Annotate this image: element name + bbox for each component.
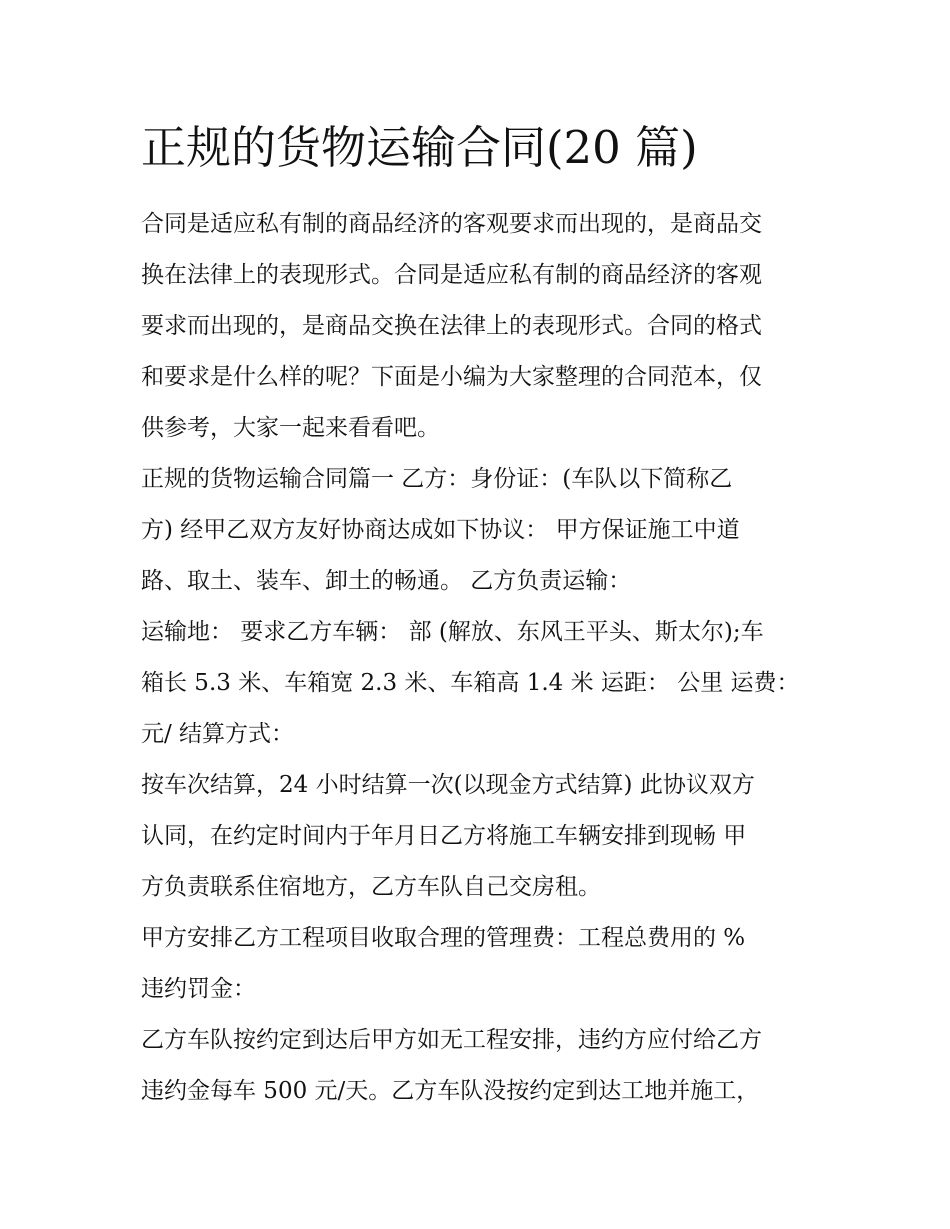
text-line: 按车次结算，24 小时结算一次(以现金方式结算) 此协议双方	[141, 772, 755, 798]
paragraph-transport-terms	[141, 607, 821, 760]
document-title: 正规的货物运输合同(20 篇)	[141, 121, 698, 174]
paragraph-contract-one	[141, 454, 821, 607]
text-line: 要求而出现的，是商品交换在法律上的表现形式。合同的格式	[141, 313, 762, 339]
paragraph-penalty	[141, 1015, 821, 1117]
text-line: 和要求是什么样的呢？下面是小编为大家整理的合同范本，仅	[141, 364, 762, 390]
text-line: 路、取土、装车、卸土的畅通。 乙方负责运输：	[141, 568, 632, 594]
text-line: 认同，在约定时间内于年月日乙方将施工车辆安排到现畅 甲	[141, 823, 747, 849]
text-line: 箱长 5.3 米、车箱宽 2.3 米、车箱高 1.4 米 运距： 公里 运费：	[141, 670, 800, 696]
text-line: 合同是适应私有制的商品经济的客观要求而出现的，是商品交	[141, 211, 762, 237]
paragraph-intro	[141, 199, 821, 454]
text-line: 供参考，大家一起来看看吧。	[141, 415, 440, 441]
paragraph-settlement	[141, 760, 821, 913]
document-page	[141, 112, 821, 1117]
text-line: 元/ 结算方式：	[141, 721, 295, 747]
text-line: 运输地： 要求乙方车辆： 部 (解放、东风王平头、斯太尔);车	[141, 619, 764, 645]
text-line: 方负责联系住宿地方，乙方车队自己交房租。	[141, 874, 601, 900]
text-line: 违约罚金：	[141, 976, 256, 1002]
text-line: 乙方车队按约定到达后甲方如无工程安排，违约方应付给乙方	[141, 1027, 762, 1053]
text-line: 甲方安排乙方工程项目收取合理的管理费：工程总费用的 %	[141, 925, 746, 951]
paragraph-management-fee	[141, 913, 821, 1015]
text-line: 方) 经甲乙双方友好协商达成如下协议： 甲方保证施工中道	[141, 517, 740, 543]
text-line: 正规的货物运输合同篇一 乙方：身份证：(车队以下简称乙	[141, 466, 733, 492]
text-line: 违约金每车 500 元/天。乙方车队没按约定到达工地并施工，	[141, 1078, 760, 1104]
text-line: 换在法律上的表现形式。合同是适应私有制的商品经济的客观	[141, 262, 762, 288]
